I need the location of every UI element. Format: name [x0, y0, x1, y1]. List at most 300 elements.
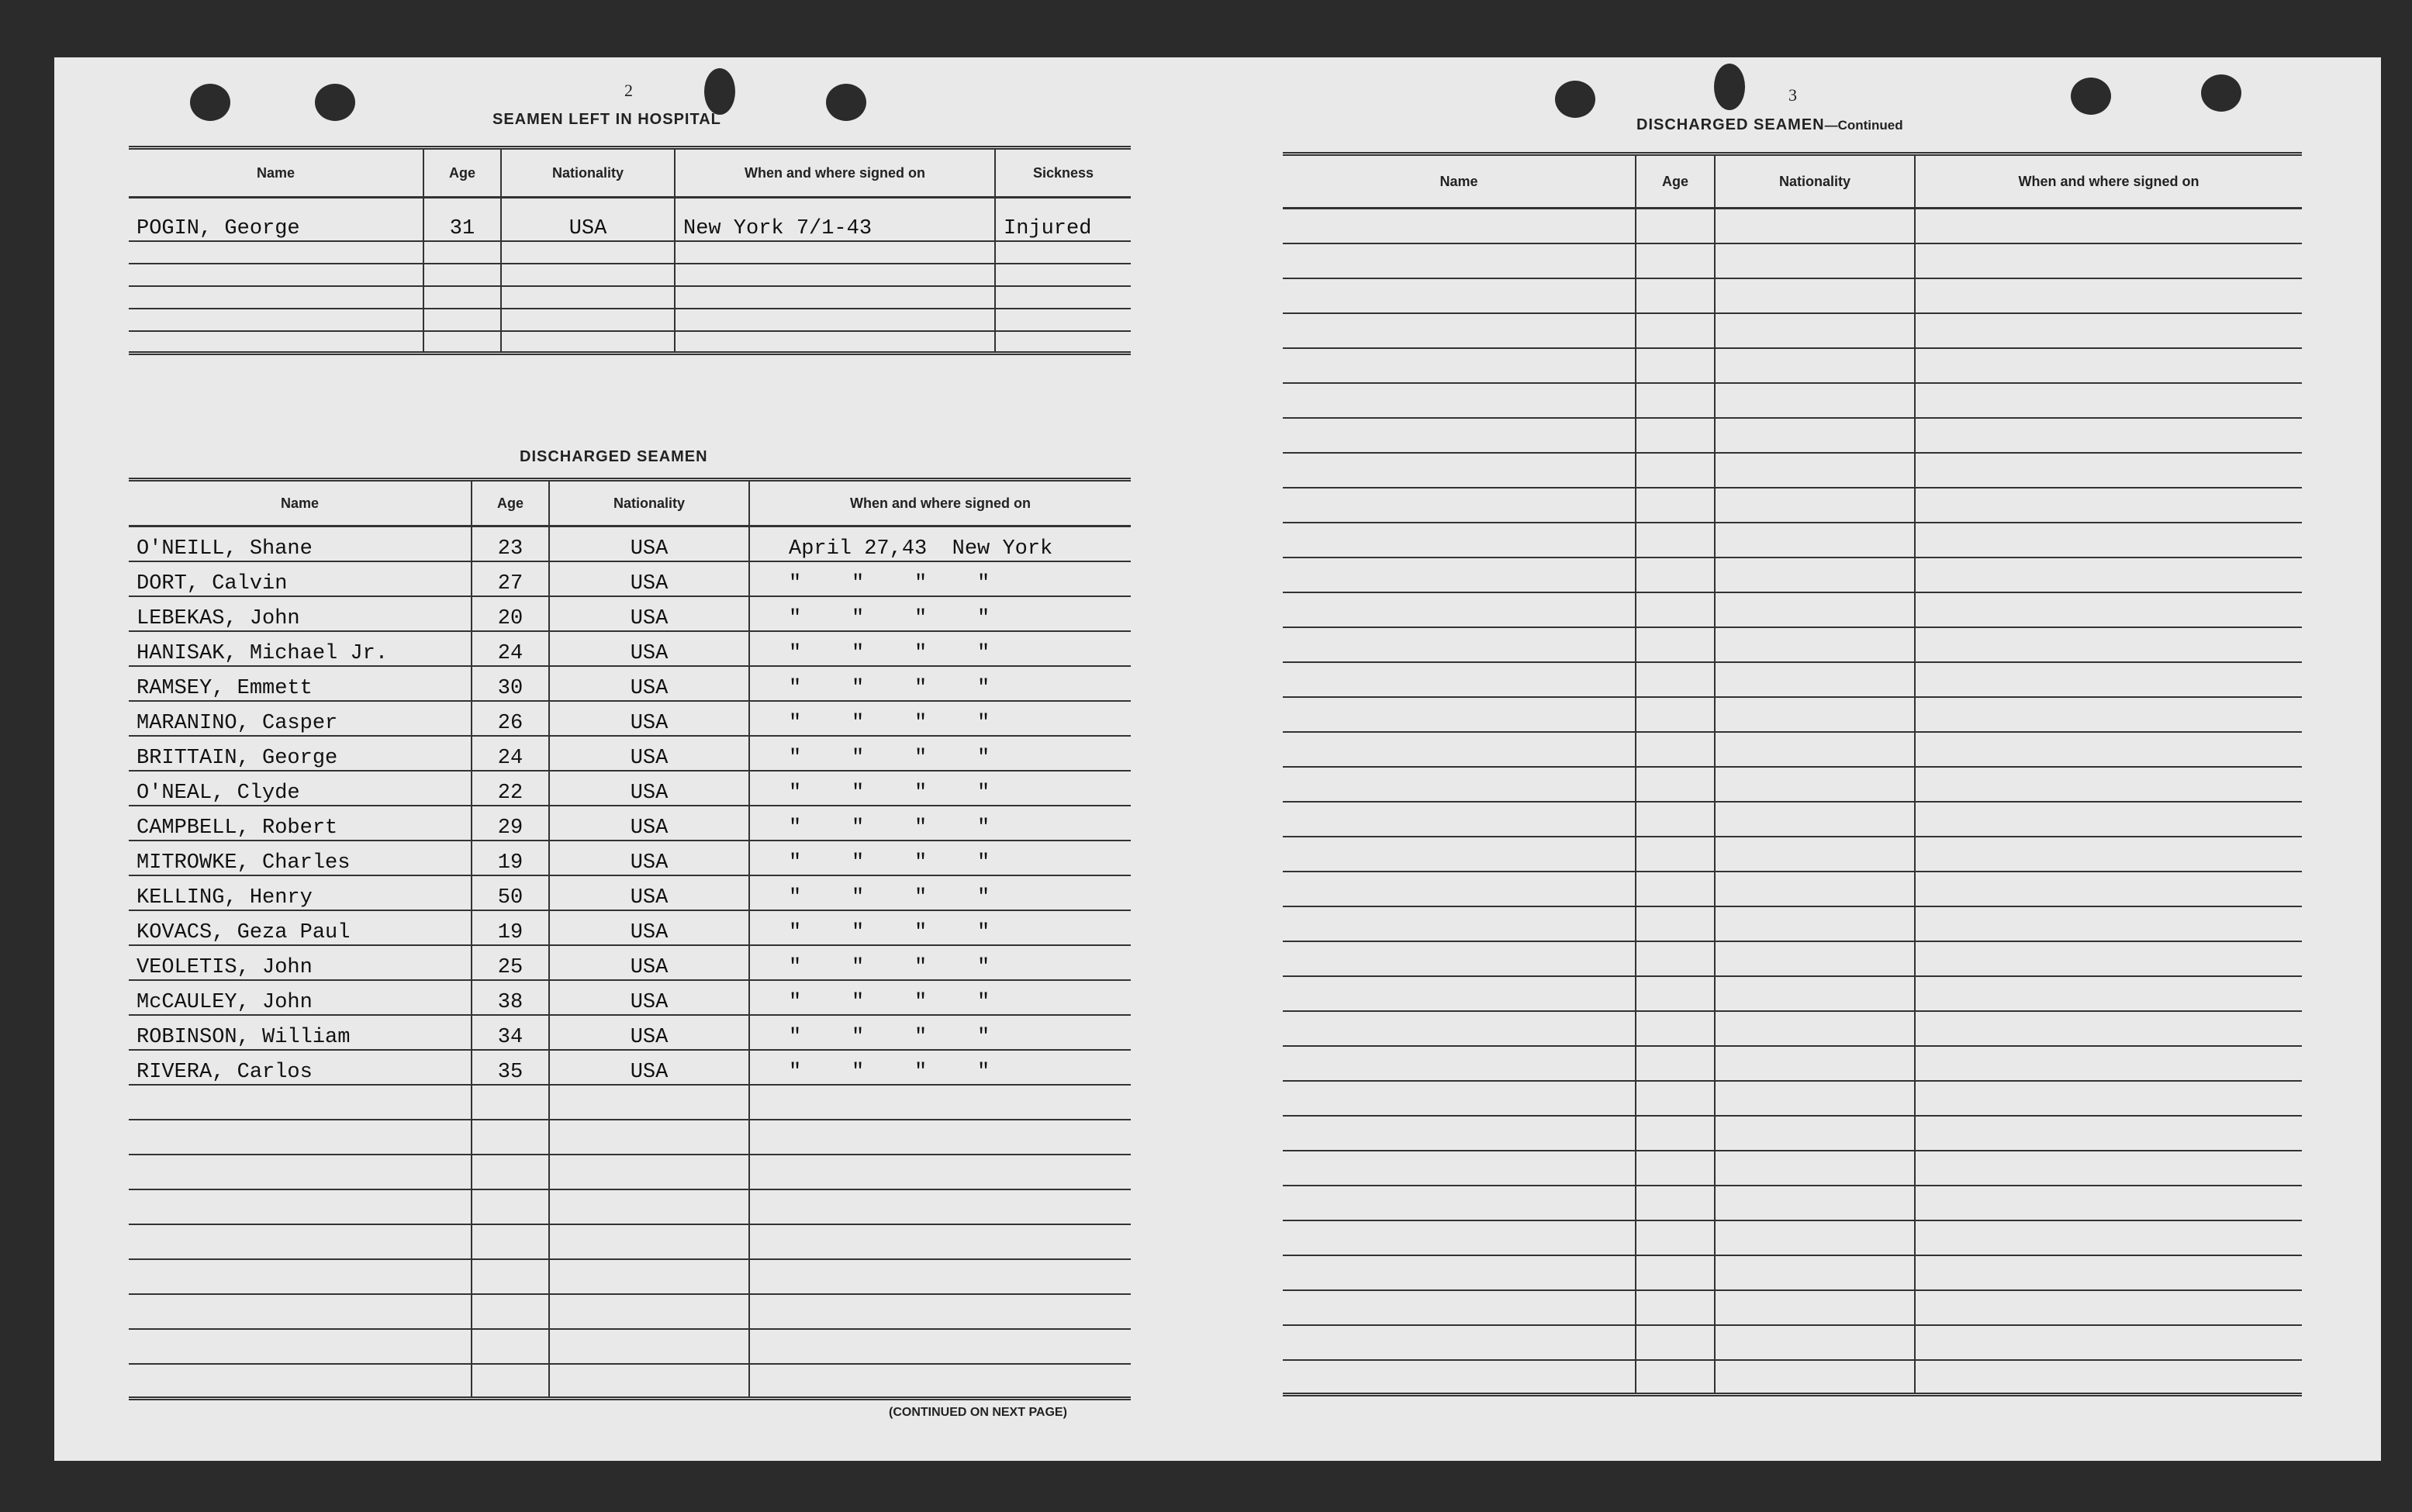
- column-header-signed-on: When and where signed on: [1915, 154, 2302, 209]
- table-cell: [675, 309, 995, 331]
- table-cell: [129, 1364, 472, 1399]
- table-cell: 35: [472, 1050, 549, 1085]
- table-cell: [1715, 1116, 1915, 1151]
- table-cell: VEOLETIS, John: [129, 945, 472, 980]
- table-cell: [501, 241, 675, 264]
- table-cell: [1283, 627, 1636, 662]
- table-cell: [1715, 627, 1915, 662]
- table-cell: [1715, 592, 1915, 627]
- table-cell: USA: [501, 198, 675, 241]
- table-row: [129, 701, 1131, 736]
- table-cell: [423, 309, 501, 331]
- table-cell: [1715, 488, 1915, 523]
- table-cell: [549, 1294, 749, 1329]
- table-cell: [472, 1364, 549, 1399]
- table-cell: [1715, 523, 1915, 558]
- table-row: [1283, 1360, 2302, 1395]
- table-cell: 26: [472, 701, 549, 736]
- table-row: [1283, 1290, 2302, 1325]
- table-row: [1283, 523, 2302, 558]
- punch-hole: [704, 68, 735, 115]
- table-cell: [749, 1294, 1131, 1329]
- discharged-section-title: DISCHARGED SEAMEN: [520, 448, 708, 465]
- table-cell: [1283, 243, 1636, 278]
- column-header-sickness: Sickness: [995, 148, 1131, 198]
- table-cell: [995, 309, 1131, 331]
- table-cell: [1715, 941, 1915, 976]
- table-cell: [1915, 348, 2302, 383]
- page-number-left: 2: [624, 81, 633, 100]
- table-cell: [749, 1155, 1131, 1189]
- table-row: [129, 331, 1131, 354]
- table-cell: [549, 1189, 749, 1224]
- table-cell: [1715, 1186, 1915, 1220]
- table-cell: [549, 1085, 749, 1120]
- table-cell: USA: [549, 1015, 749, 1050]
- table-cell: [1636, 1360, 1715, 1395]
- punch-hole: [315, 84, 355, 121]
- table-cell: April 27,43 New York: [749, 526, 1131, 561]
- table-cell: [1715, 1151, 1915, 1186]
- table-cell: [1636, 488, 1715, 523]
- table-row: [1283, 976, 2302, 1011]
- table-cell: [1636, 453, 1715, 488]
- table-cell: [995, 331, 1131, 354]
- punch-hole: [2071, 78, 2111, 115]
- table-cell: 24: [472, 631, 549, 666]
- table-cell: [1715, 418, 1915, 453]
- table-row: [1283, 348, 2302, 383]
- table-cell: 22: [472, 771, 549, 806]
- table-cell: [1636, 383, 1715, 418]
- punch-hole: [1555, 81, 1595, 118]
- table-cell: 29: [472, 806, 549, 841]
- table-cell: USA: [549, 666, 749, 701]
- column-header-name: Name: [129, 148, 423, 198]
- table-cell: USA: [549, 806, 749, 841]
- table-cell: [423, 331, 501, 354]
- table-cell: [472, 1224, 549, 1259]
- table-row: [1283, 558, 2302, 592]
- table-cell: [675, 264, 995, 286]
- table-cell: [549, 1120, 749, 1155]
- table-cell: [749, 1259, 1131, 1294]
- table-row: [129, 1189, 1131, 1224]
- table-cell: [1915, 453, 2302, 488]
- table-cell: USA: [549, 841, 749, 875]
- table-cell: ROBINSON, William: [129, 1015, 472, 1050]
- table-cell: [1915, 1360, 2302, 1395]
- hospital-section-title: SEAMEN LEFT IN HOSPITAL: [492, 111, 721, 128]
- column-header-signed-on: When and where signed on: [675, 148, 995, 198]
- table-row: [1283, 1046, 2302, 1081]
- table-cell: [1283, 662, 1636, 697]
- table-cell: " " " ": [749, 841, 1131, 875]
- table-row: [1283, 313, 2302, 348]
- table-row: [1283, 488, 2302, 523]
- table-cell: [423, 241, 501, 264]
- table-cell: [749, 1329, 1131, 1364]
- table-cell: O'NEILL, Shane: [129, 526, 472, 561]
- table-cell: [1915, 1116, 2302, 1151]
- table-cell: [549, 1329, 749, 1364]
- table-cell: [1915, 1081, 2302, 1116]
- page-number-right: 3: [1788, 85, 1797, 105]
- table-row: [1283, 209, 2302, 243]
- table-cell: [129, 1189, 472, 1224]
- column-header-name: Name: [129, 480, 472, 526]
- table-cell: " " " ": [749, 771, 1131, 806]
- table-cell: [1915, 523, 2302, 558]
- table-cell: [1715, 383, 1915, 418]
- table-row: [129, 875, 1131, 910]
- table-row: [129, 1294, 1131, 1329]
- table-cell: [1636, 348, 1715, 383]
- table-cell: 27: [472, 561, 549, 596]
- column-header-nationality: Nationality: [501, 148, 675, 198]
- table-cell: [1636, 837, 1715, 872]
- table-cell: [749, 1224, 1131, 1259]
- table-cell: [1715, 1255, 1915, 1290]
- table-cell: [1283, 488, 1636, 523]
- column-header-nationality: Nationality: [1715, 154, 1915, 209]
- table-cell: [1636, 1186, 1715, 1220]
- table-cell: " " " ": [749, 1050, 1131, 1085]
- table-cell: [749, 1189, 1131, 1224]
- table-cell: [1636, 802, 1715, 837]
- table-cell: [501, 309, 675, 331]
- table-cell: [129, 309, 423, 331]
- table-cell: [1715, 1220, 1915, 1255]
- table-cell: HANISAK, Michael Jr.: [129, 631, 472, 666]
- table-cell: [675, 331, 995, 354]
- table-cell: [1283, 453, 1636, 488]
- table-cell: KELLING, Henry: [129, 875, 472, 910]
- table-cell: USA: [549, 910, 749, 945]
- table-row: [129, 1155, 1131, 1189]
- table-cell: [1715, 1290, 1915, 1325]
- table-cell: [1636, 1220, 1715, 1255]
- table-cell: " " " ": [749, 806, 1131, 841]
- table-cell: USA: [549, 980, 749, 1015]
- table-cell: [1715, 662, 1915, 697]
- table-cell: [1715, 1360, 1915, 1395]
- table-cell: [1283, 1151, 1636, 1186]
- table-cell: [129, 1259, 472, 1294]
- table-cell: " " " ": [749, 910, 1131, 945]
- table-cell: BRITTAIN, George: [129, 736, 472, 771]
- table-cell: " " " ": [749, 666, 1131, 701]
- table-cell: New York 7/1-43: [675, 198, 995, 241]
- table-cell: [501, 264, 675, 286]
- table-cell: [1636, 523, 1715, 558]
- table-cell: 19: [472, 910, 549, 945]
- table-cell: [1915, 243, 2302, 278]
- table-row: [129, 1329, 1131, 1364]
- table-cell: [1715, 906, 1915, 941]
- table-cell: [1715, 732, 1915, 767]
- table-row: [129, 1050, 1131, 1085]
- table-row: [129, 561, 1131, 596]
- table-cell: " " " ": [749, 736, 1131, 771]
- table-cell: [501, 331, 675, 354]
- table-row: [129, 309, 1131, 331]
- column-header-age: Age: [423, 148, 501, 198]
- table-cell: [1283, 1081, 1636, 1116]
- table-cell: [1283, 1360, 1636, 1395]
- table-cell: [1283, 872, 1636, 906]
- table-cell: RAMSEY, Emmett: [129, 666, 472, 701]
- table-cell: [1636, 662, 1715, 697]
- table-cell: [1636, 1046, 1715, 1081]
- table-cell: " " " ": [749, 875, 1131, 910]
- table-cell: USA: [549, 945, 749, 980]
- table-cell: [749, 1120, 1131, 1155]
- table-cell: [1915, 1255, 2302, 1290]
- table-cell: [1915, 558, 2302, 592]
- table-cell: 19: [472, 841, 549, 875]
- table-cell: [1715, 976, 1915, 1011]
- table-cell: [1715, 837, 1915, 872]
- table-cell: 20: [472, 596, 549, 631]
- table-cell: [1715, 802, 1915, 837]
- table-cell: [129, 1224, 472, 1259]
- table-cell: USA: [549, 526, 749, 561]
- punch-hole: [1714, 64, 1745, 110]
- table-cell: [1283, 313, 1636, 348]
- table-row: [129, 631, 1131, 666]
- table-cell: [1715, 1081, 1915, 1116]
- table-cell: [472, 1294, 549, 1329]
- punch-hole: [190, 84, 230, 121]
- table-cell: [549, 1155, 749, 1189]
- table-row: [129, 1224, 1131, 1259]
- table-cell: " " " ": [749, 701, 1131, 736]
- table-cell: 31: [423, 198, 501, 241]
- table-cell: [1283, 802, 1636, 837]
- table-cell: [1283, 558, 1636, 592]
- table-cell: MARANINO, Casper: [129, 701, 472, 736]
- table-cell: [1283, 906, 1636, 941]
- table-cell: [1915, 209, 2302, 243]
- table-cell: [1715, 697, 1915, 732]
- table-cell: [1636, 697, 1715, 732]
- table-cell: [1715, 453, 1915, 488]
- table-cell: [1715, 872, 1915, 906]
- table-row: [1283, 941, 2302, 976]
- column-header-signed-on: When and where signed on: [749, 480, 1131, 526]
- table-cell: [1636, 906, 1715, 941]
- table-cell: [1915, 732, 2302, 767]
- table-row: [1283, 1186, 2302, 1220]
- table-cell: " " " ": [749, 596, 1131, 631]
- table-cell: [1636, 627, 1715, 662]
- table-cell: [472, 1329, 549, 1364]
- table-cell: [1636, 872, 1715, 906]
- table-cell: [129, 1085, 472, 1120]
- table-cell: [129, 286, 423, 309]
- table-cell: " " " ": [749, 631, 1131, 666]
- table-row: [129, 771, 1131, 806]
- table-cell: [1715, 1046, 1915, 1081]
- table-cell: [1636, 1290, 1715, 1325]
- table-cell: [129, 1294, 472, 1329]
- table-cell: [1283, 837, 1636, 872]
- table-cell: [549, 1364, 749, 1399]
- table-cell: [1283, 418, 1636, 453]
- table-cell: [1636, 1151, 1715, 1186]
- continued-title-text: DISCHARGED SEAMEN: [1636, 116, 1825, 133]
- table-cell: [1283, 1116, 1636, 1151]
- table-cell: " " " ": [749, 1015, 1131, 1050]
- table-row: [129, 841, 1131, 875]
- table-cell: [1715, 1011, 1915, 1046]
- table-cell: [129, 1155, 472, 1189]
- table-cell: [1715, 243, 1915, 278]
- table-cell: [549, 1224, 749, 1259]
- table-cell: [472, 1259, 549, 1294]
- table-cell: [129, 264, 423, 286]
- table-cell: [1283, 383, 1636, 418]
- table-row: [1283, 872, 2302, 906]
- table-cell: [1636, 209, 1715, 243]
- table-cell: [1915, 418, 2302, 453]
- table-cell: [129, 241, 423, 264]
- table-cell: McCAULEY, John: [129, 980, 472, 1015]
- table-cell: [1283, 523, 1636, 558]
- punch-hole: [2201, 74, 2241, 112]
- column-header-age: Age: [1636, 154, 1715, 209]
- table-cell: [1915, 1151, 2302, 1186]
- table-cell: [1283, 941, 1636, 976]
- table-row: [1283, 418, 2302, 453]
- punch-hole: [826, 84, 866, 121]
- table-cell: [129, 1120, 472, 1155]
- table-row: [1283, 1081, 2302, 1116]
- discharged-continued-table: [1283, 152, 2302, 1396]
- table-cell: [749, 1085, 1131, 1120]
- table-cell: [1636, 941, 1715, 976]
- table-cell: [1915, 1046, 2302, 1081]
- table-cell: [472, 1155, 549, 1189]
- table-row: [1283, 1151, 2302, 1186]
- table-cell: [1915, 976, 2302, 1011]
- table-cell: [1715, 558, 1915, 592]
- table-cell: [1915, 383, 2302, 418]
- table-cell: 50: [472, 875, 549, 910]
- table-cell: LEBEKAS, John: [129, 596, 472, 631]
- table-cell: [1283, 1255, 1636, 1290]
- table-cell: [472, 1189, 549, 1224]
- table-cell: [1283, 1220, 1636, 1255]
- table-cell: [1915, 313, 2302, 348]
- table-row: [1283, 453, 2302, 488]
- table-cell: [749, 1364, 1131, 1399]
- table-cell: [1283, 697, 1636, 732]
- table-cell: USA: [549, 1050, 749, 1085]
- table-cell: CAMPBELL, Robert: [129, 806, 472, 841]
- table-cell: [1636, 1011, 1715, 1046]
- table-cell: [1915, 837, 2302, 872]
- table-cell: [1915, 662, 2302, 697]
- table-cell: [501, 286, 675, 309]
- table-cell: [1636, 767, 1715, 802]
- table-cell: " " " ": [749, 561, 1131, 596]
- table-cell: [1636, 243, 1715, 278]
- table-cell: [1636, 1255, 1715, 1290]
- table-row: [1283, 906, 2302, 941]
- table-cell: [1915, 906, 2302, 941]
- table-cell: [1915, 1186, 2302, 1220]
- table-row: [129, 1364, 1131, 1399]
- table-cell: [1715, 209, 1915, 243]
- table-cell: [1636, 592, 1715, 627]
- table-row: [1283, 278, 2302, 313]
- table-row: [129, 1120, 1131, 1155]
- table-cell: [1283, 592, 1636, 627]
- table-cell: [995, 241, 1131, 264]
- table-cell: [1915, 1011, 2302, 1046]
- table-row: [1283, 627, 2302, 662]
- table-cell: " " " ": [749, 980, 1131, 1015]
- table-cell: [1915, 802, 2302, 837]
- table-cell: [1283, 1011, 1636, 1046]
- table-cell: [1636, 1325, 1715, 1360]
- table-cell: [1915, 767, 2302, 802]
- table-row: [1283, 1116, 2302, 1151]
- table-cell: [675, 286, 995, 309]
- table-cell: [1283, 1325, 1636, 1360]
- table-cell: [423, 286, 501, 309]
- table-cell: [1915, 278, 2302, 313]
- table-cell: [675, 241, 995, 264]
- table-cell: [1715, 767, 1915, 802]
- table-row: [1283, 732, 2302, 767]
- table-cell: 34: [472, 1015, 549, 1050]
- table-row: [1283, 1255, 2302, 1290]
- table-cell: [472, 1085, 549, 1120]
- hospital-table: [129, 146, 1131, 355]
- table-cell: USA: [549, 561, 749, 596]
- table-cell: 38: [472, 980, 549, 1015]
- table-row: [129, 910, 1131, 945]
- table-row: [129, 945, 1131, 980]
- table-cell: 24: [472, 736, 549, 771]
- table-cell: [1283, 767, 1636, 802]
- table-cell: [1636, 278, 1715, 313]
- table-cell: O'NEAL, Clyde: [129, 771, 472, 806]
- table-row: [1283, 1011, 2302, 1046]
- table-cell: 25: [472, 945, 549, 980]
- table-row: [129, 241, 1131, 264]
- table-row: [129, 1259, 1131, 1294]
- table-cell: Injured: [995, 198, 1131, 241]
- table-cell: [1915, 627, 2302, 662]
- table-cell: [995, 264, 1131, 286]
- table-cell: [129, 1329, 472, 1364]
- table-cell: " " " ": [749, 945, 1131, 980]
- table-cell: [1283, 1290, 1636, 1325]
- table-cell: RIVERA, Carlos: [129, 1050, 472, 1085]
- table-cell: DORT, Calvin: [129, 561, 472, 596]
- table-cell: [129, 331, 423, 354]
- table-row: [129, 198, 1131, 241]
- table-cell: [1715, 1325, 1915, 1360]
- table-cell: USA: [549, 701, 749, 736]
- column-header-age: Age: [472, 480, 549, 526]
- continued-section-title: [1636, 116, 1903, 134]
- table-cell: [1715, 348, 1915, 383]
